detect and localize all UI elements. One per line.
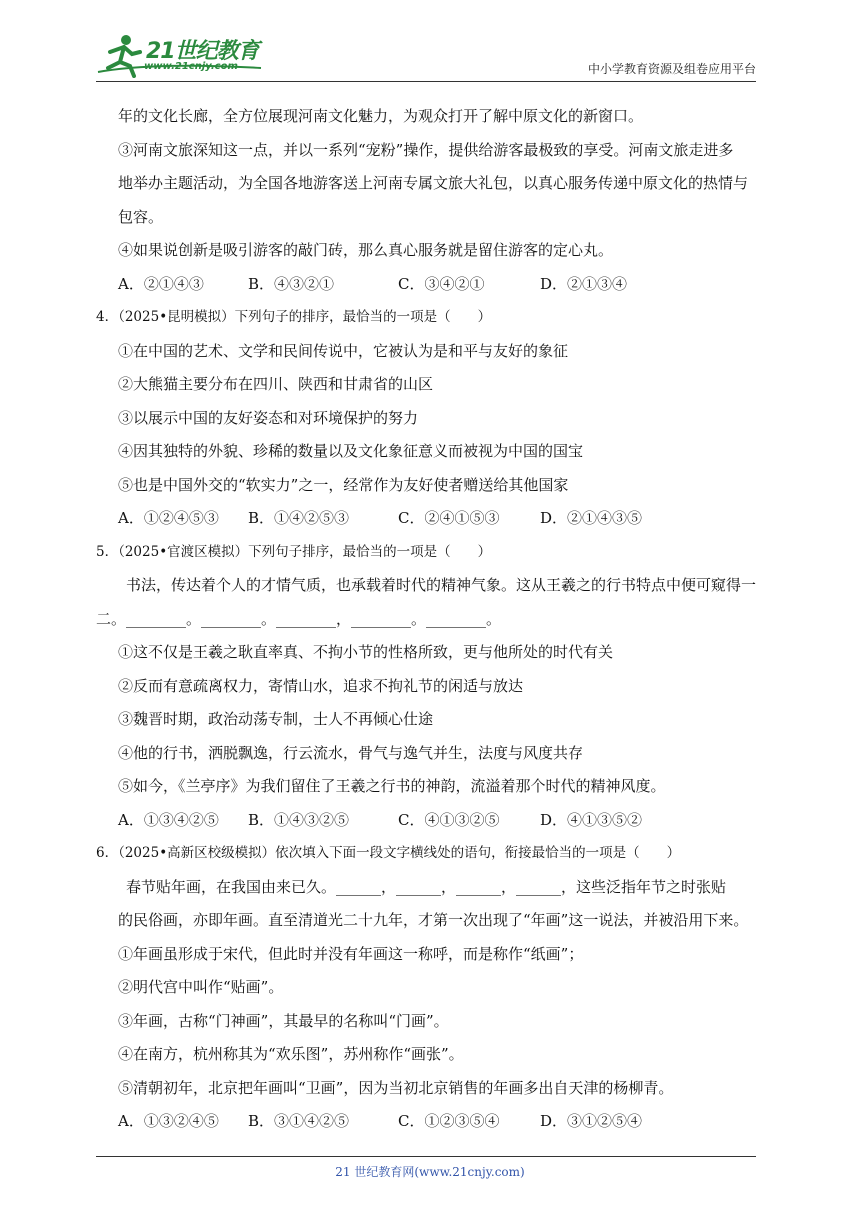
q6-options [96, 1105, 770, 1139]
text-line: 年的文化长廊，全方位展现河南文化魅力，为观众打开了解中原文化的新窗口。 [118, 107, 644, 125]
q5-options [96, 804, 770, 838]
option-c: C．③④②① [398, 274, 485, 293]
option-d: D．②①④③⑤ [540, 509, 643, 527]
q4-item: ⑤也是中国外交的“软实力”之一，经常作为友好使者赠送给其他国家 [118, 475, 569, 494]
option-c: C．①②③⑤④ [398, 1112, 500, 1130]
q6-item: ④在南方，杭州称其为“欢乐图”，苏州称作“画张”。 [118, 1045, 464, 1063]
header-divider [96, 81, 756, 82]
q6-item: ③年画，古称“门神画”，其最早的名称叫“门画”。 [118, 1011, 449, 1030]
q6-stem: 6．（2025•高新区校级模拟）依次填入下面一段文字横线处的语句，衔接最恰当的一项是（ ） [96, 845, 681, 861]
text-line: 包容。 [118, 207, 164, 226]
option-a: A．①③②④⑤ [118, 1112, 219, 1130]
footer-divider [96, 1156, 756, 1157]
q4-stem: 4．（2025•昆明模拟）下列句子的排序，最恰当的一项是（ ） [96, 309, 492, 325]
option-b: B．①④③②⑤ [248, 810, 350, 829]
q5-item: ①这不仅是王羲之耿直率真、不拘小节的性格所致，更与他所处的时代有关 [118, 643, 614, 661]
text-line: ③河南文旅深知这一点，并以一系列“宠粉”操作，提供给游客最极致的享受。河南文旅走进多 [118, 140, 734, 159]
logo-url: www.21cnjy.com [144, 61, 238, 72]
q6-item: ②明代宫中叫作“贴画”。 [118, 978, 284, 996]
logo-text: 21世纪教育 [146, 39, 259, 64]
q5-item: ②反而有意疏离权力，寄情山水，追求不拘礼节的闲适与放达 [118, 676, 524, 695]
option-b: B．①④②⑤③ [248, 509, 350, 527]
q5-item: ⑤如今，《兰亭序》为我们留住了王羲之行书的神韵，流溢着那个时代的精神风度。 [118, 777, 666, 795]
option-c: C．④①③②⑤ [398, 810, 500, 829]
option-d: D．④①③⑤② [540, 810, 643, 829]
footer-text: 21 世纪教育网(www.21cnjy.com) [335, 1165, 525, 1179]
option-d: D．②①③④ [540, 274, 628, 293]
q6-passage: 的民俗画，亦即年画。直至清道光二十九年，才第一次出现了“年画”这一说法，并被沿用下来。 [118, 911, 749, 929]
text-line: 地举办主题活动，为全国各地游客送上河南专属文旅大礼包，以真心服务传递中原文化的热情与 [118, 174, 749, 192]
q6-item: ①年画虽形成于宋代，但此时并没有年画这一称呼，而是称作“纸画”； [118, 944, 584, 963]
q6-passage: 春节贴年画，在我国由来已久。______，______，______，______，这些泛指年节之时张贴 [126, 877, 727, 896]
q5-item: ④他的行书，洒脱飘逸，行云流水，骨气与逸气并生，法度与风度共存 [118, 743, 584, 762]
text-line: ④如果说创新是吸引游客的敲门砖，那么真心服务就是留住游客的定心丸。 [118, 241, 614, 259]
q5-item: ③魏晋时期，政治动荡专制，士人不再倾心仕途 [118, 710, 434, 728]
option-a: A．②①④③ [118, 274, 204, 293]
option-b: B．④③②① [248, 274, 335, 293]
page-header [96, 30, 756, 80]
q4-item: ②大熊猫主要分布在四川、陕西和甘肃省的山区 [118, 375, 434, 393]
option-c: C．②④①⑤③ [398, 509, 500, 527]
q4-item: ③以展示中国的友好姿态和对环境保护的努力 [118, 408, 419, 427]
q5-passage: 二。________。________。________，________。________。 [96, 609, 502, 628]
q5-stem: 5．（2025•官渡区模拟）下列句子排序，最恰当的一项是（ ） [96, 543, 492, 560]
option-a: A．①②④⑤③ [118, 509, 219, 527]
document-body [96, 100, 770, 1139]
q5-passage: 书法，传达着个人的才情气质，也承载着时代的精神气象。这从王羲之的行书特点中便可窥得一 [126, 576, 757, 594]
option-d: D．③①②⑤④ [540, 1112, 643, 1130]
platform-name: 中小学教育资源及组卷应用平台 [587, 62, 756, 76]
q3-options [96, 268, 770, 302]
q4-item: ④因其独特的外貌、珍稀的数量以及文化象征意义而被视为中国的国宝 [118, 442, 584, 460]
q4-options [96, 502, 770, 536]
q4-item: ①在中国的艺术、文学和民间传说中，它被认为是和平与友好的象征 [118, 341, 569, 360]
option-b: B．③①④②⑤ [248, 1112, 350, 1130]
option-a: A．①③④②⑤ [118, 810, 219, 829]
q6-item: ⑤清朝初年，北京把年画叫“卫画”，因为当初北京销售的年画多出自天津的杨柳青。 [118, 1078, 674, 1097]
